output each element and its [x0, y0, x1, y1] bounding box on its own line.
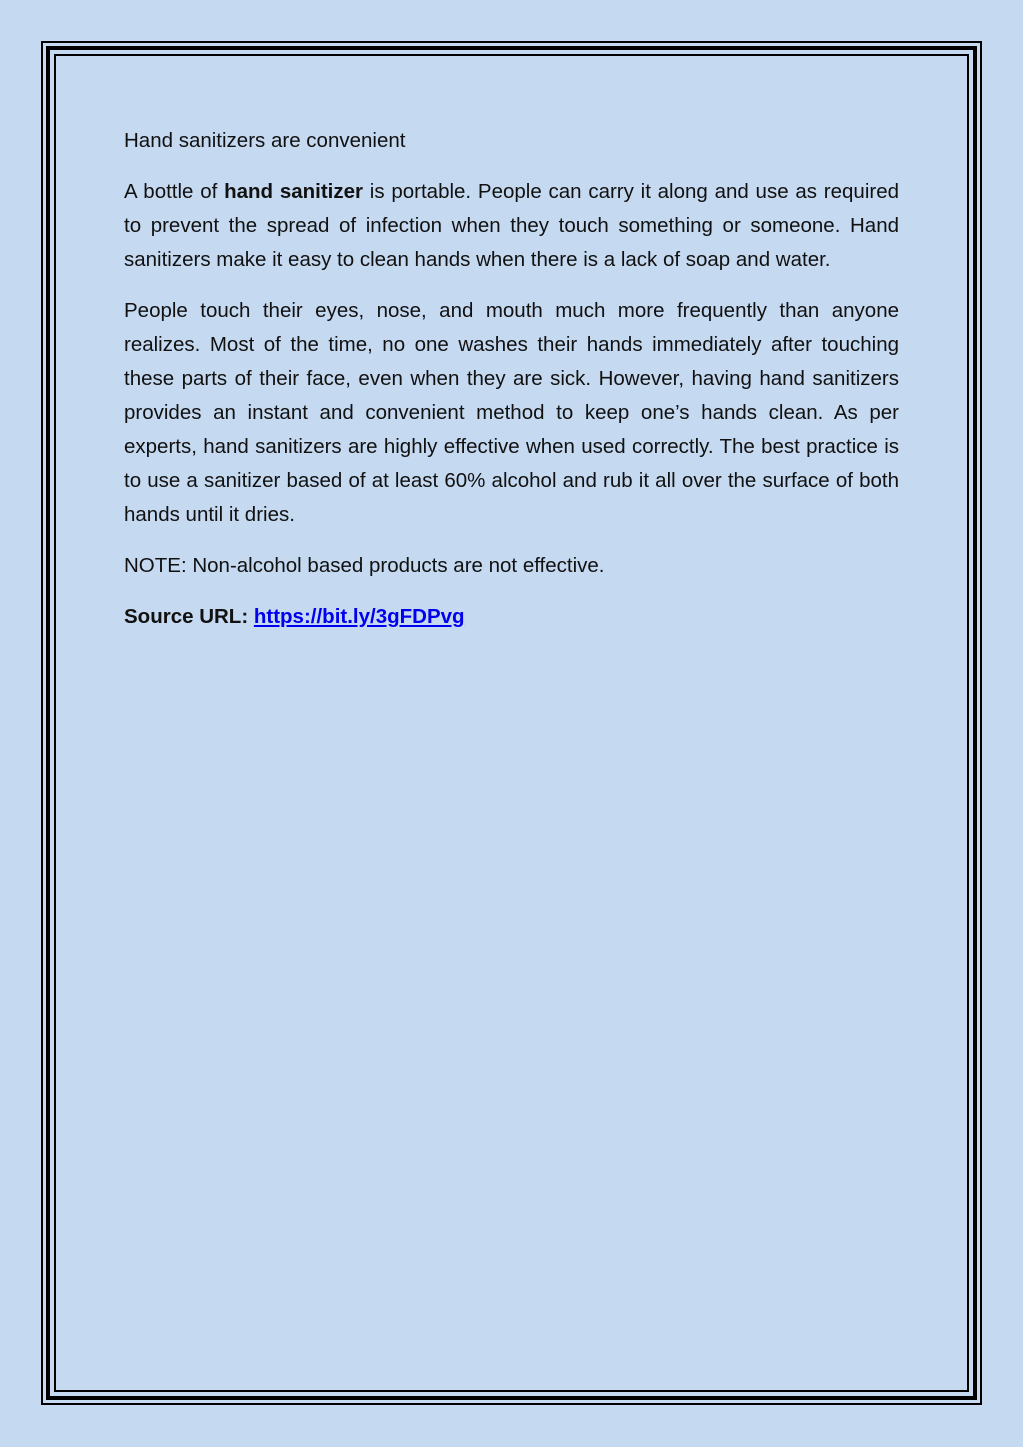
paragraph-portability-intro: A bottle of	[124, 180, 225, 203]
source-line	[124, 600, 899, 634]
bold-term-hand-sanitizer: hand sanitizer	[224, 180, 364, 203]
source-label: Source URL:	[124, 605, 254, 628]
paragraph-portability-rest: is portable. People can carry it along and use as required to prevent the spread of infection when they touch something or someone. Hand sanitizers make it easy to clean hands when there is a lack of soap and water.	[124, 180, 900, 271]
paragraph-portability	[124, 175, 899, 277]
paragraph-effectiveness: People touch their eyes, nose, and mouth much more frequently than anyone realizes. Most of the time, no one washes their hands immediately after touching these parts of their face, even when they are sick. However, having hand sanitizers provides an instant and convenient method to keep one’s hands clean. As per experts, hand sanitizers are highly effective when used correctly. The best practice is to use a sanitizer based of at least 60% alcohol and rub it all over the surface of both hands until it dries.	[124, 299, 899, 526]
note-text: NOTE: Non-alcohol based products are not effective.	[124, 554, 605, 577]
section-heading: Hand sanitizers are convenient	[124, 129, 406, 152]
source-link[interactable]: https://bit.ly/3gFDPvg	[253, 605, 465, 628]
document-body	[124, 124, 899, 651]
